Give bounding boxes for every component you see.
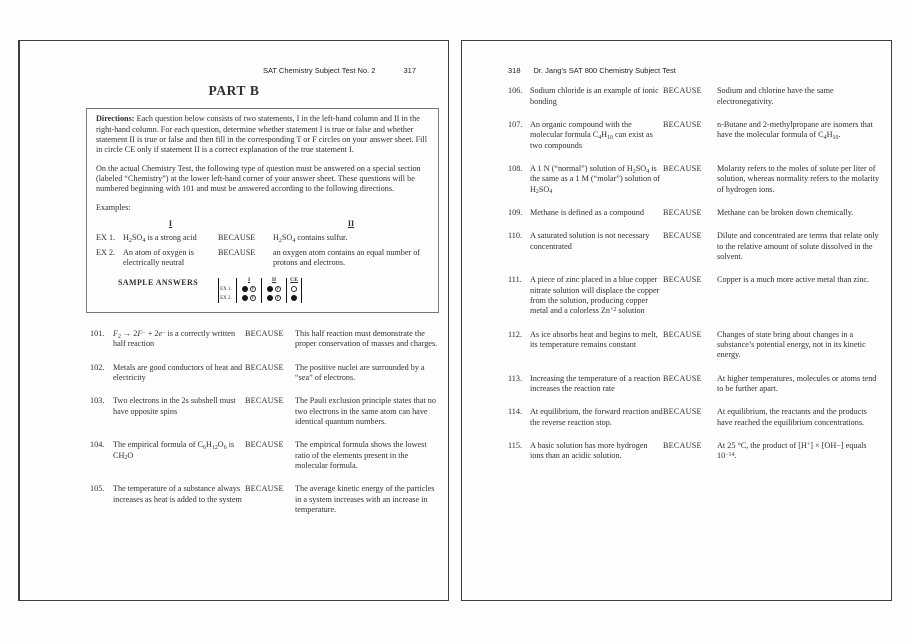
statement-ii: At higher temperatures, molecules or atoms tend to be further apart. — [717, 373, 877, 393]
statement-ii: This half reaction must demonstrate the proper conservation of masses and charges. — [295, 328, 438, 349]
directions-paragraph-2: On the actual Chemistry Test, the following type of question must be answered on a special section (labeled “Chemistry”) at the lower left-hand corner of your answer sheet. These questions will be numbered beginning with 101 and must be answered according to the following directions. — [96, 163, 421, 194]
question-number: 101. — [90, 328, 105, 338]
statement-ii: Sodium and chlorine have the same electronegativity. — [717, 86, 834, 106]
statement-i: Increasing the temperature of a reaction increases the reaction rate — [530, 373, 661, 393]
answer-grid-row-label: EX 2. — [219, 294, 237, 303]
because-label: BECAUSE — [663, 440, 702, 450]
statement-ii: Copper is a much more active metal than zinc. — [717, 275, 870, 285]
question-row — [508, 164, 881, 195]
because-label: BECAUSE — [663, 86, 702, 96]
example-rows — [96, 233, 429, 268]
statement-ii: Dilute and concentrated are terms that relate only to the relative amount of solute dissolved in the solvent. — [717, 231, 879, 262]
sample-answers-grid — [218, 278, 302, 303]
book-page-right — [461, 40, 892, 601]
question-row — [508, 208, 881, 218]
questions-list-right — [462, 86, 891, 461]
statement-i: $F_2 \to 2F^- + 2e^-$ is a correctly written half reaction — [113, 328, 236, 349]
statement-ii: Changes of state bring about changes in a substance’s potential energy, not in its kinetic energy. — [717, 329, 866, 360]
statement-i: A saturated solution is not necessary concentrated — [530, 231, 650, 251]
page-header-title: Dr. Jang's SAT 800 Chemistry Subject Test — [533, 66, 676, 75]
page-header — [462, 66, 891, 75]
question-number: 103. — [90, 396, 105, 406]
answer-bubble: F — [250, 295, 257, 302]
question-number: 113. — [508, 373, 523, 383]
answer-grid-cell — [219, 278, 237, 285]
statement-ii: Molarity refers to the moles of solute per liter of solution, whereas normality refers to the molarity of hydrogen ions. — [717, 164, 880, 194]
example-label: EX 1. — [96, 233, 116, 243]
question-number: 110. — [508, 231, 523, 241]
column-header-statement-ii: II — [347, 219, 355, 229]
page-number: 317 — [403, 66, 416, 75]
question-row — [508, 231, 881, 262]
directions-label: Directions: — [96, 114, 135, 124]
because-label: BECAUSE — [663, 407, 702, 417]
statement-i: The temperature of a substance always increases as heat is added to the system — [113, 484, 242, 504]
answer-bubble: F — [250, 286, 257, 293]
statement-ii: $H_2SO_4$ contains sulfur. — [273, 233, 348, 245]
statement-i: A basic solution has more hydrogen ions than an acidic solution. — [530, 440, 648, 461]
question-row — [90, 363, 438, 384]
examples-column-headers — [96, 219, 429, 229]
answer-grid-bubbles-II — [262, 294, 287, 303]
statement-ii: Methane can be broken down chemically. — [717, 208, 854, 218]
book-page-left — [18, 40, 449, 601]
question-number: 104. — [90, 440, 105, 450]
statement-i: An atom of oxygen is electrically neutral — [123, 247, 194, 268]
statement-i: A piece of zinc placed in a blue copper nitrate solution will displace the copper from the solution, producing copper metal and a colorless $Zn^{+2}$ solution — [530, 275, 660, 316]
statement-ii: an oxygen atom contains an equal number of protons and electrons. — [273, 247, 421, 268]
question-number: 102. — [90, 362, 105, 372]
answer-grid-bubbles-II — [262, 285, 287, 294]
question-number: 112. — [508, 329, 523, 339]
question-number: 114. — [508, 407, 523, 417]
example-row — [96, 233, 429, 243]
statement-i: Two electrons in the 2s subshell must have opposite spins — [113, 396, 236, 416]
example-label: EX 2. — [96, 247, 116, 257]
statement-i: An organic compound with the molecular formula $C_4H_{10}$ can exist as two compounds — [530, 120, 653, 150]
answer-grid-bubbles-CE — [287, 294, 301, 303]
because-label: BECAUSE — [663, 164, 702, 174]
answer-grid-bubbles-I — [237, 285, 262, 294]
statement-ii: The positive nuclei are surrounded by a “sea” of electrons. — [295, 362, 425, 382]
statement-ii: n-Butane and 2-methylpropane are isomers that have the molecular formula of $C_4H_{10}$. — [717, 120, 873, 142]
answer-grid-header: I — [237, 278, 262, 285]
directions-paragraph — [96, 114, 429, 155]
directions-text: Each question below consists of two statements, I in the left-hand column and II in the right-hand column. For each question, determine whether statement I is true or false and whether statement II is true or false and then fill in the corresponding T or F circles on your answer sheet. Fill in circle CE only if statement II is a correct explanation of the true statement I. — [96, 114, 427, 155]
statement-ii: The Pauli exclusion principle states that no two electrons in the same atom can have identical quantum numbers. — [295, 396, 436, 426]
statement-i: A 1 N (“normal”) solution of $H_2SO_4$ is the same as a 1 M (“molar”) solution of $H_2SO_4$ — [530, 164, 661, 196]
question-number: 106. — [508, 86, 523, 96]
answer-grid-row-label: EX 1. — [219, 285, 237, 294]
answer-bubble — [267, 295, 274, 302]
question-row — [508, 330, 881, 361]
question-row — [90, 484, 438, 515]
statement-ii: At 25 °C, the product of [H+] × [OH−] equals $10^{-14}$. — [717, 440, 867, 461]
statement-ii: The empirical formula shows the lowest ratio of the elements present in the molecular formula. — [295, 440, 427, 470]
statement-i: Methane is defined as a compound — [530, 208, 644, 218]
statement-i: Metals are good conductors of heat and electricity — [113, 362, 243, 382]
question-row — [90, 329, 438, 350]
question-number: 107. — [508, 120, 523, 130]
answer-bubble — [291, 286, 298, 293]
questions-list-left — [20, 329, 448, 515]
example-row — [96, 248, 429, 269]
because-label: BECAUSE — [663, 208, 702, 218]
question-row — [508, 407, 881, 428]
question-row — [508, 275, 881, 316]
question-row — [90, 396, 438, 427]
because-label: BECAUSE — [663, 373, 702, 383]
because-label: BECAUSE — [245, 440, 284, 450]
answer-bubble: F — [275, 286, 282, 293]
because-label: BECAUSE — [663, 120, 702, 130]
because-label: BECAUSE — [663, 275, 702, 285]
statement-ii: The average kinetic energy of the particles in a system increases with an increase in temperature. — [295, 484, 435, 514]
directions-box — [86, 108, 439, 313]
page-number: 318 — [508, 66, 521, 75]
answer-bubble — [291, 295, 298, 302]
question-row — [508, 441, 881, 462]
because-label: BECAUSE — [245, 328, 284, 338]
page-header — [20, 66, 448, 75]
answer-bubble — [267, 286, 274, 293]
answer-bubble — [242, 286, 249, 293]
because-label: BECAUSE — [218, 233, 256, 243]
because-label: BECAUSE — [218, 247, 256, 257]
because-label: BECAUSE — [245, 484, 284, 494]
statement-i: At equilibrium, the forward reaction and the reverse reaction stop. — [530, 407, 663, 427]
statement-i: The empirical formula of $C_6H_{12}O_6$ is $CH_2O$ — [113, 440, 235, 462]
page-header-title: SAT Chemistry Subject Test No. 2 — [262, 66, 376, 75]
question-number: 105. — [90, 484, 105, 494]
question-number: 109. — [508, 208, 523, 218]
question-row — [508, 86, 881, 107]
answer-grid-header: II — [262, 278, 287, 285]
column-header-statement-i: I — [168, 219, 173, 229]
part-title: PART B — [208, 83, 260, 99]
because-label: BECAUSE — [245, 362, 284, 372]
statement-ii: At equilibrium, the reactants and the products have reached the equilibrium concentrations. — [717, 407, 867, 427]
answer-grid-header: CE — [290, 277, 298, 284]
answer-bubble — [242, 295, 249, 302]
statement-i: As ice absorbs heat and begins to melt, its temperature remains constant — [530, 329, 658, 350]
question-number: 115. — [508, 440, 523, 450]
question-number: 111. — [508, 275, 522, 285]
answer-grid-bubbles-I — [237, 294, 262, 303]
question-row — [508, 120, 881, 151]
question-row — [90, 440, 438, 471]
answer-bubble: F — [275, 295, 282, 302]
sample-answers-row — [96, 278, 429, 303]
statement-i: $H_2SO_4$ is a strong acid — [123, 233, 197, 245]
sample-answers-label: SAMPLE ANSWERS — [118, 278, 199, 288]
question-number: 108. — [508, 164, 523, 174]
examples-label: Examples: — [96, 202, 131, 212]
question-row — [508, 374, 881, 395]
because-label: BECAUSE — [663, 329, 702, 339]
answer-grid-bubbles-CE — [287, 285, 301, 294]
because-label: BECAUSE — [663, 231, 702, 241]
statement-i: Sodium chloride is an example of ionic bonding — [530, 86, 659, 106]
because-label: BECAUSE — [245, 396, 284, 406]
